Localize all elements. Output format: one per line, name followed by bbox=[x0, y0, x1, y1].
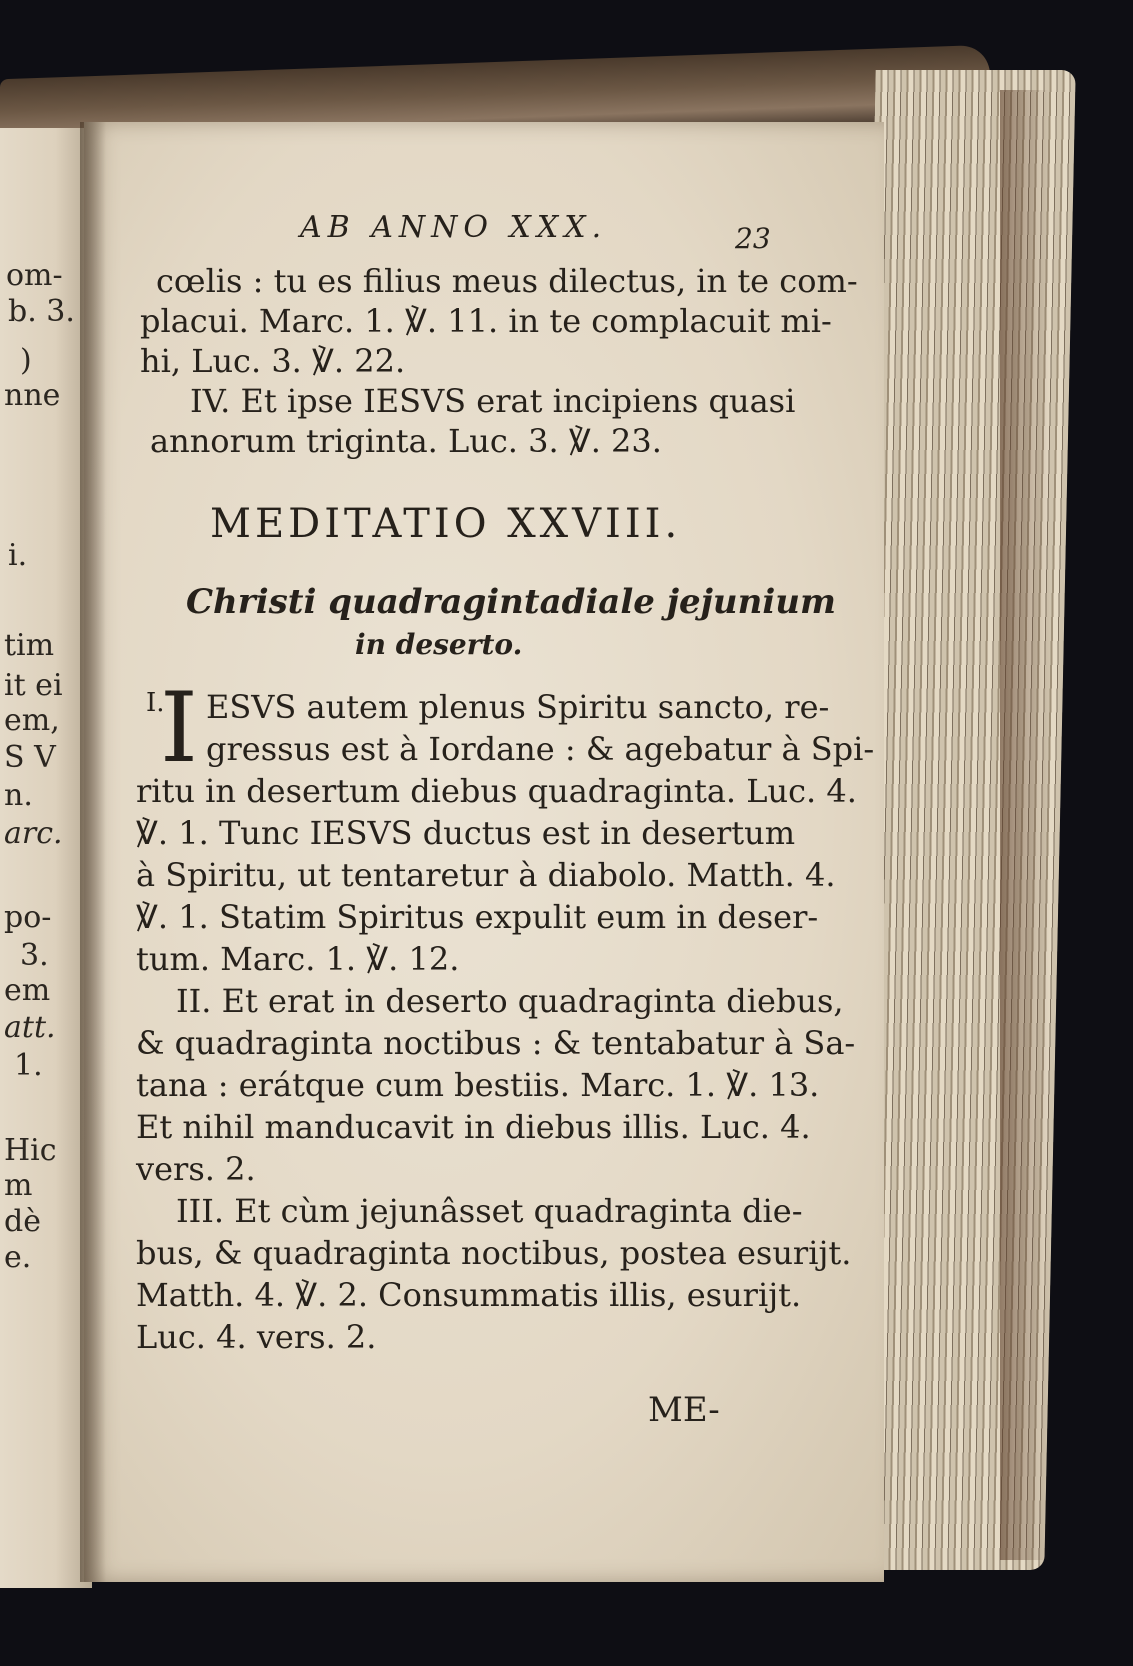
text-line: ℣. 1. Tunc IESVS ductus est in desertum bbox=[136, 814, 796, 852]
left-fragment: 3. bbox=[20, 938, 49, 973]
left-fragment: 1. bbox=[14, 1048, 43, 1083]
text-line: Matth. 4. ℣. 2. Consummatis illis, esurijt. bbox=[136, 1276, 802, 1314]
left-fragment: b. 3. bbox=[8, 294, 75, 329]
left-fragment: S V bbox=[4, 740, 56, 775]
left-fragment: em bbox=[4, 973, 51, 1008]
left-fragment: n. bbox=[4, 778, 33, 813]
text-line: & quadraginta noctibus : & tentabatur à Sa- bbox=[136, 1024, 856, 1062]
text-line: annorum triginta. Luc. 3. ℣. 23. bbox=[150, 422, 662, 460]
left-fragment: att. bbox=[4, 1010, 56, 1045]
page-number: 23 bbox=[735, 222, 771, 255]
text-line: Et nihil manducavit in diebus illis. Luc. 4. bbox=[136, 1108, 811, 1146]
text-line: gressus est à Iordane : & agebatur à Spi- bbox=[206, 730, 875, 768]
text-line: à Spiritu, ut tentaretur à diabolo. Matth. 4. bbox=[136, 856, 836, 894]
text-line: ritu in desertum diebus quadraginta. Luc. 4. bbox=[136, 772, 857, 810]
left-fragment: arc. bbox=[4, 816, 63, 851]
text-line: cœlis : tu es filius meus dilectus, in te com- bbox=[156, 262, 858, 300]
left-fragment: po- bbox=[4, 900, 52, 935]
left-fragment: om- bbox=[6, 258, 63, 293]
catchword: ME- bbox=[648, 1390, 720, 1430]
text-line: ℣. 1. Statim Spiritus expulit eum in deser- bbox=[136, 898, 819, 936]
left-fragment: Hic bbox=[4, 1133, 57, 1168]
section-marker: I. bbox=[146, 688, 165, 718]
text-line: bus, & quadraginta noctibus, postea esurijt. bbox=[136, 1234, 852, 1272]
text-line: ESVS autem plenus Spiritu sancto, re- bbox=[206, 688, 830, 726]
text-line: III. Et cùm jejunâsset quadraginta die- bbox=[176, 1192, 803, 1230]
meditation-subtitle: Christi quadragintadiale jejunium bbox=[186, 582, 836, 622]
text-line: IV. Et ipse IESVS erat incipiens quasi bbox=[190, 382, 796, 420]
text-line: placui. Marc. 1. ℣. 11. in te complacuit mi- bbox=[140, 302, 832, 340]
meditation-subtitle-2: in deserto. bbox=[355, 628, 523, 661]
page-edges-shadow bbox=[1000, 90, 1050, 1560]
left-fragment: dè bbox=[4, 1204, 41, 1239]
left-fragment: m bbox=[4, 1168, 33, 1203]
drop-cap: I bbox=[160, 672, 198, 784]
left-page bbox=[0, 128, 92, 1588]
left-fragment: tim bbox=[4, 628, 55, 663]
gutter-shadow bbox=[80, 122, 106, 1582]
text-line: tana : erátque cum bestiis. Marc. 1. ℣. 13. bbox=[136, 1066, 820, 1104]
text-line: vers. 2. bbox=[136, 1150, 256, 1188]
text-line: Luc. 4. vers. 2. bbox=[136, 1318, 377, 1356]
left-fragment: it ei bbox=[4, 668, 63, 703]
text-line: II. Et erat in deserto quadraginta diebus, bbox=[176, 982, 844, 1020]
meditation-heading: MEDITATIO XXVIII. bbox=[210, 501, 682, 547]
running-title: AB ANNO XXX. bbox=[300, 210, 608, 245]
left-fragment: i. bbox=[8, 538, 28, 573]
left-fragment: nne bbox=[4, 378, 61, 413]
text-line: hi, Luc. 3. ℣. 22. bbox=[140, 342, 406, 380]
text-line: tum. Marc. 1. ℣. 12. bbox=[136, 940, 460, 978]
left-fragment: e. bbox=[4, 1240, 32, 1275]
left-fragment: em, bbox=[4, 703, 60, 738]
left-fragment: ) bbox=[20, 343, 32, 378]
